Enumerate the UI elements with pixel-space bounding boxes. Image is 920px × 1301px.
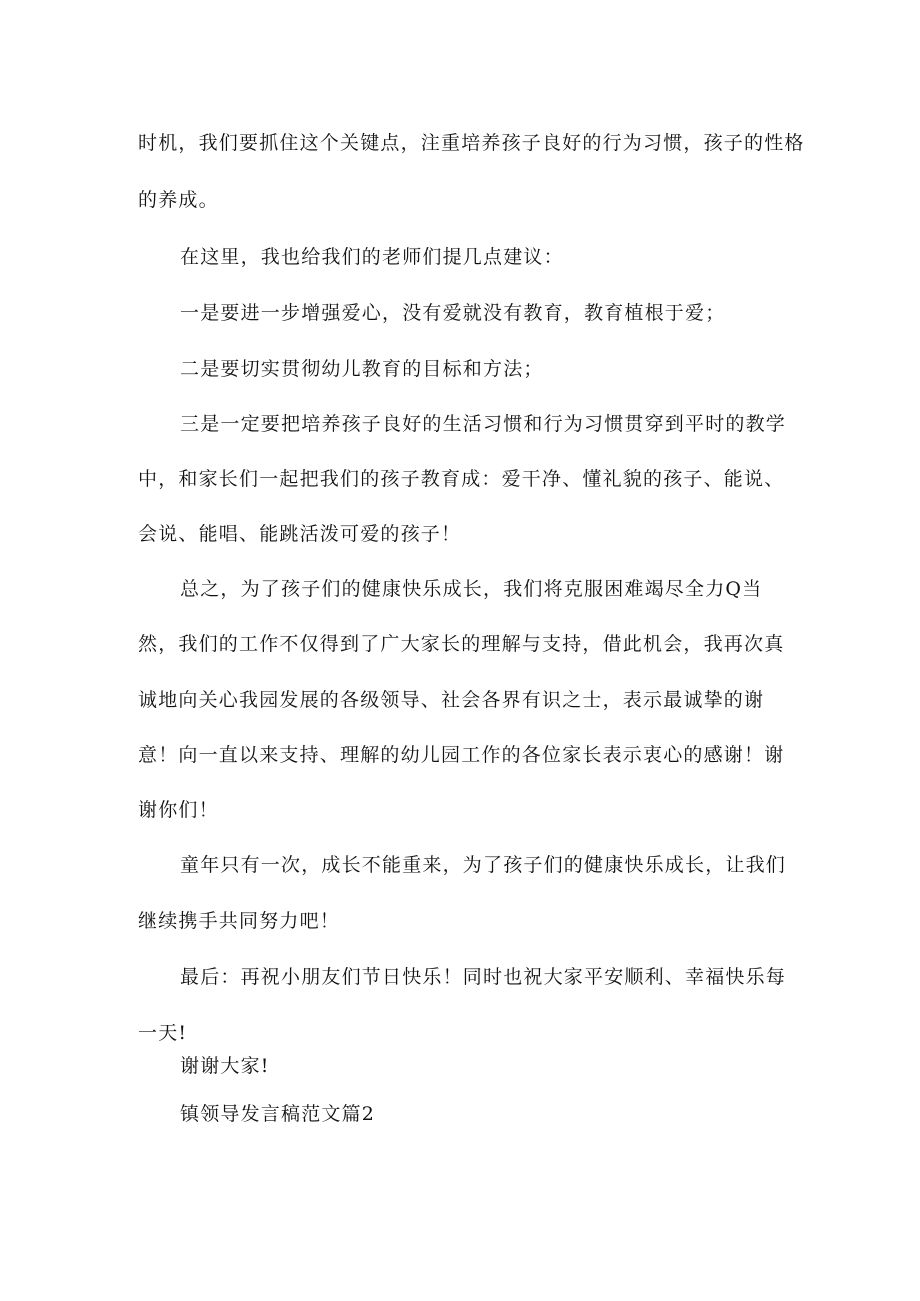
text-line: 时机，我们要抓住这个关键点，注重培养孩子良好的行为习惯，孩子的性格 — [138, 132, 805, 154]
text-line: 童年只有一次，成长不能重来，为了孩子们的健康快乐成长，让我们 — [180, 854, 787, 876]
text-line: 三是一定要把培养孩子良好的生活习惯和行为习惯贯穿到平时的教学 — [180, 413, 787, 435]
text-line: 然，我们的工作不仅得到了广大家长的理解与支持，借此机会，我再次真 — [138, 633, 785, 655]
section-heading: 镇领导发言稿范文篇2 — [180, 1103, 376, 1125]
text-line: 一天! — [138, 1022, 188, 1044]
text-line: 谢谢大家! — [180, 1055, 270, 1077]
text-line: 总之，为了孩子们的健康快乐成长，我们将克服困难竭尽全力Q当 — [180, 578, 763, 600]
text-line: 最后：再祝小朋友们节日快乐！同时也祝大家平安顺利、幸福快乐每 — [180, 966, 787, 988]
text-line: 意！向一直以来支持、理解的幼儿园工作的各位家长表示衷心的感谢！谢 — [138, 744, 785, 766]
text-line: 一是要进一步增强爱心，没有爱就没有教育，教育植根于爱； — [180, 302, 726, 324]
text-line: 二是要切实贯彻幼儿教育的目标和方法； — [180, 358, 544, 380]
text-line: 在这里，我也给我们的老师们提几点建议： — [180, 246, 564, 268]
text-line: 继续携手共同努力吧！ — [138, 910, 341, 932]
text-line: 中，和家长们一起把我们的孩子教育成：爱干净、懂礼貌的孩子、能说、 — [138, 468, 785, 490]
text-line: 谢你们！ — [138, 799, 219, 821]
text-line: 诚地向关心我园发展的各级领导、社会各界有识之士，表示最诚挚的谢 — [138, 689, 765, 711]
text-line: 的养成。 — [138, 189, 219, 211]
text-line: 会说、能唱、能跳活泼可爱的孩子！ — [138, 523, 462, 545]
